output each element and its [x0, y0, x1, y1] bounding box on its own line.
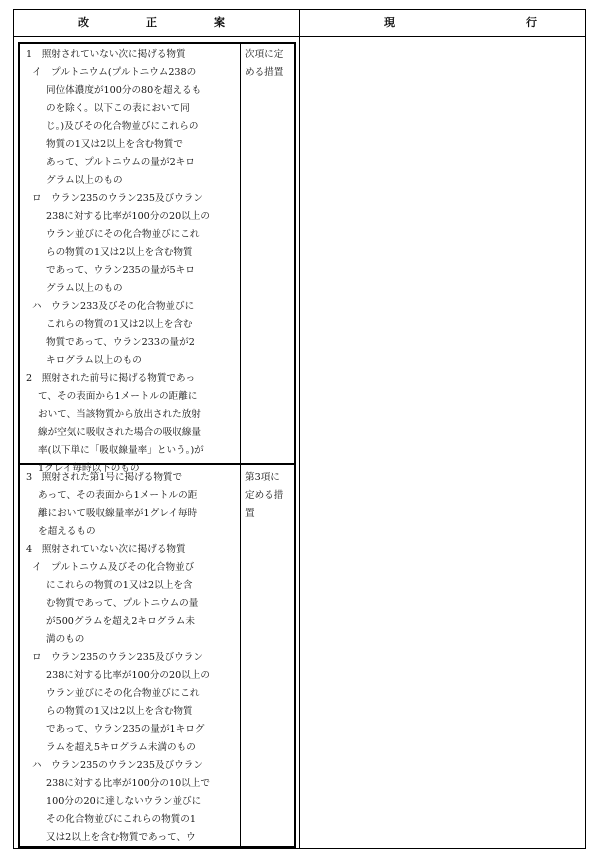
text-line: その化合物並びにこれらの物質の1 — [46, 814, 197, 825]
text-line: おいて、当該物質から放出された放射 — [38, 409, 201, 420]
measure-line: 置 — [245, 508, 255, 519]
header-char: 案 — [214, 16, 225, 29]
text-line: であって、ウラン235の量が1キログ — [46, 724, 205, 735]
text-line: のを除く。以下この表において同 — [46, 103, 190, 114]
section2-measure — [245, 469, 283, 523]
measure-line: 定める措 — [245, 490, 284, 501]
text-line: 又は2以上を含む物質であって、ウ — [46, 832, 196, 843]
text-line: ウラン並びにその化合物並びにこれ — [46, 229, 200, 240]
column-divider — [299, 10, 300, 848]
measure-line: 第3項に — [245, 472, 280, 483]
text-line: 238に対する比率が100分の20以上の — [46, 670, 210, 681]
text-line: あって、プルトニウムの量が2キロ — [46, 157, 195, 168]
text-line: 率(以下単に「吸収線量率」という。)が — [38, 445, 204, 456]
text-line: 4 照射されていない次に掲げる物質 — [26, 544, 186, 555]
text-line: キログラム以上のもの — [46, 355, 142, 366]
text-line: これらの物質の1又は2以上を含む — [46, 319, 193, 330]
text-line: イ プルトニウム及びその化合物並び — [32, 562, 195, 573]
section1-measure — [245, 46, 283, 82]
text-line: グラム以上のもの — [46, 283, 123, 294]
header-char: 正 — [146, 16, 157, 29]
text-line: 1グレイ毎時以下のもの — [38, 463, 140, 474]
header-revised — [14, 10, 299, 36]
text-line: 1 照射されていない次に掲げる物質 — [26, 49, 186, 60]
text-line: ロ ウラン235のウラン235及びウラン — [32, 652, 203, 663]
text-line: 3 照射された第1号に掲げる物質で — [26, 472, 183, 483]
header-char: 改 — [78, 16, 89, 29]
text-line: ロ ウラン235のウラン235及びウラン — [32, 193, 203, 204]
text-line: であって、ウラン235の量が5キロ — [46, 265, 195, 276]
text-line: が500グラムを超え2キログラム未 — [46, 616, 195, 627]
header-current — [300, 10, 585, 36]
text-line: 線が空気に吸収された場合の吸収線量 — [38, 427, 202, 438]
text-line: 238に対する比率が100分の20以上の — [46, 211, 210, 222]
text-line: 物質の1又は2以上を含む物質で — [46, 139, 183, 150]
text-line: グラム以上のもの — [46, 175, 123, 186]
text-line: 238に対する比率が100分の10以上で — [46, 778, 210, 789]
measure-line: める措置 — [245, 67, 284, 78]
text-line: イ プルトニウム(プルトニウム238の — [32, 67, 197, 78]
text-line: む物質であって、プルトニウムの量 — [46, 598, 199, 609]
text-line: 同位体濃度が100分の80を超えるも — [46, 85, 202, 96]
text-line: らの物質の1又は2以上を含む物質 — [46, 247, 193, 258]
header-char: 現 — [384, 16, 395, 29]
text-line: 物質であって、ウラン233の量が2 — [46, 337, 195, 348]
header-char: 行 — [526, 16, 537, 29]
text-line: じ。)及びその化合物並びにこれらの — [46, 121, 199, 132]
text-line: を超えるもの — [38, 526, 96, 537]
text-line: ラムを超え5キログラム未満のもの — [46, 742, 196, 753]
text-line: 2 照射された前号に掲げる物質であっ — [26, 373, 196, 384]
text-line: にこれらの物質の1又は2以上を含 — [46, 580, 193, 591]
text-line: らの物質の1又は2以上を含む物質 — [46, 706, 193, 717]
text-line: 離において吸収線量率が1グレイ毎時 — [38, 508, 198, 519]
measure-line: 次項に定 — [245, 49, 284, 60]
text-line: 100分の20に達しないウラン並びに — [46, 796, 202, 807]
text-line: て、その表面から1メートルの距離に — [38, 391, 198, 402]
text-line: ハ ウラン235のウラン235及びウラン — [32, 760, 203, 771]
revised-inner-table — [18, 42, 296, 848]
text-line: ウラン並びにその化合物並びにこれ — [46, 688, 200, 699]
text-line: ハ ウラン233及びその化合物並びに — [32, 301, 195, 312]
inner-column-divider — [240, 44, 241, 846]
text-line: あって、その表面から1メートルの距 — [38, 490, 198, 501]
text-line: 満のもの — [46, 634, 85, 645]
